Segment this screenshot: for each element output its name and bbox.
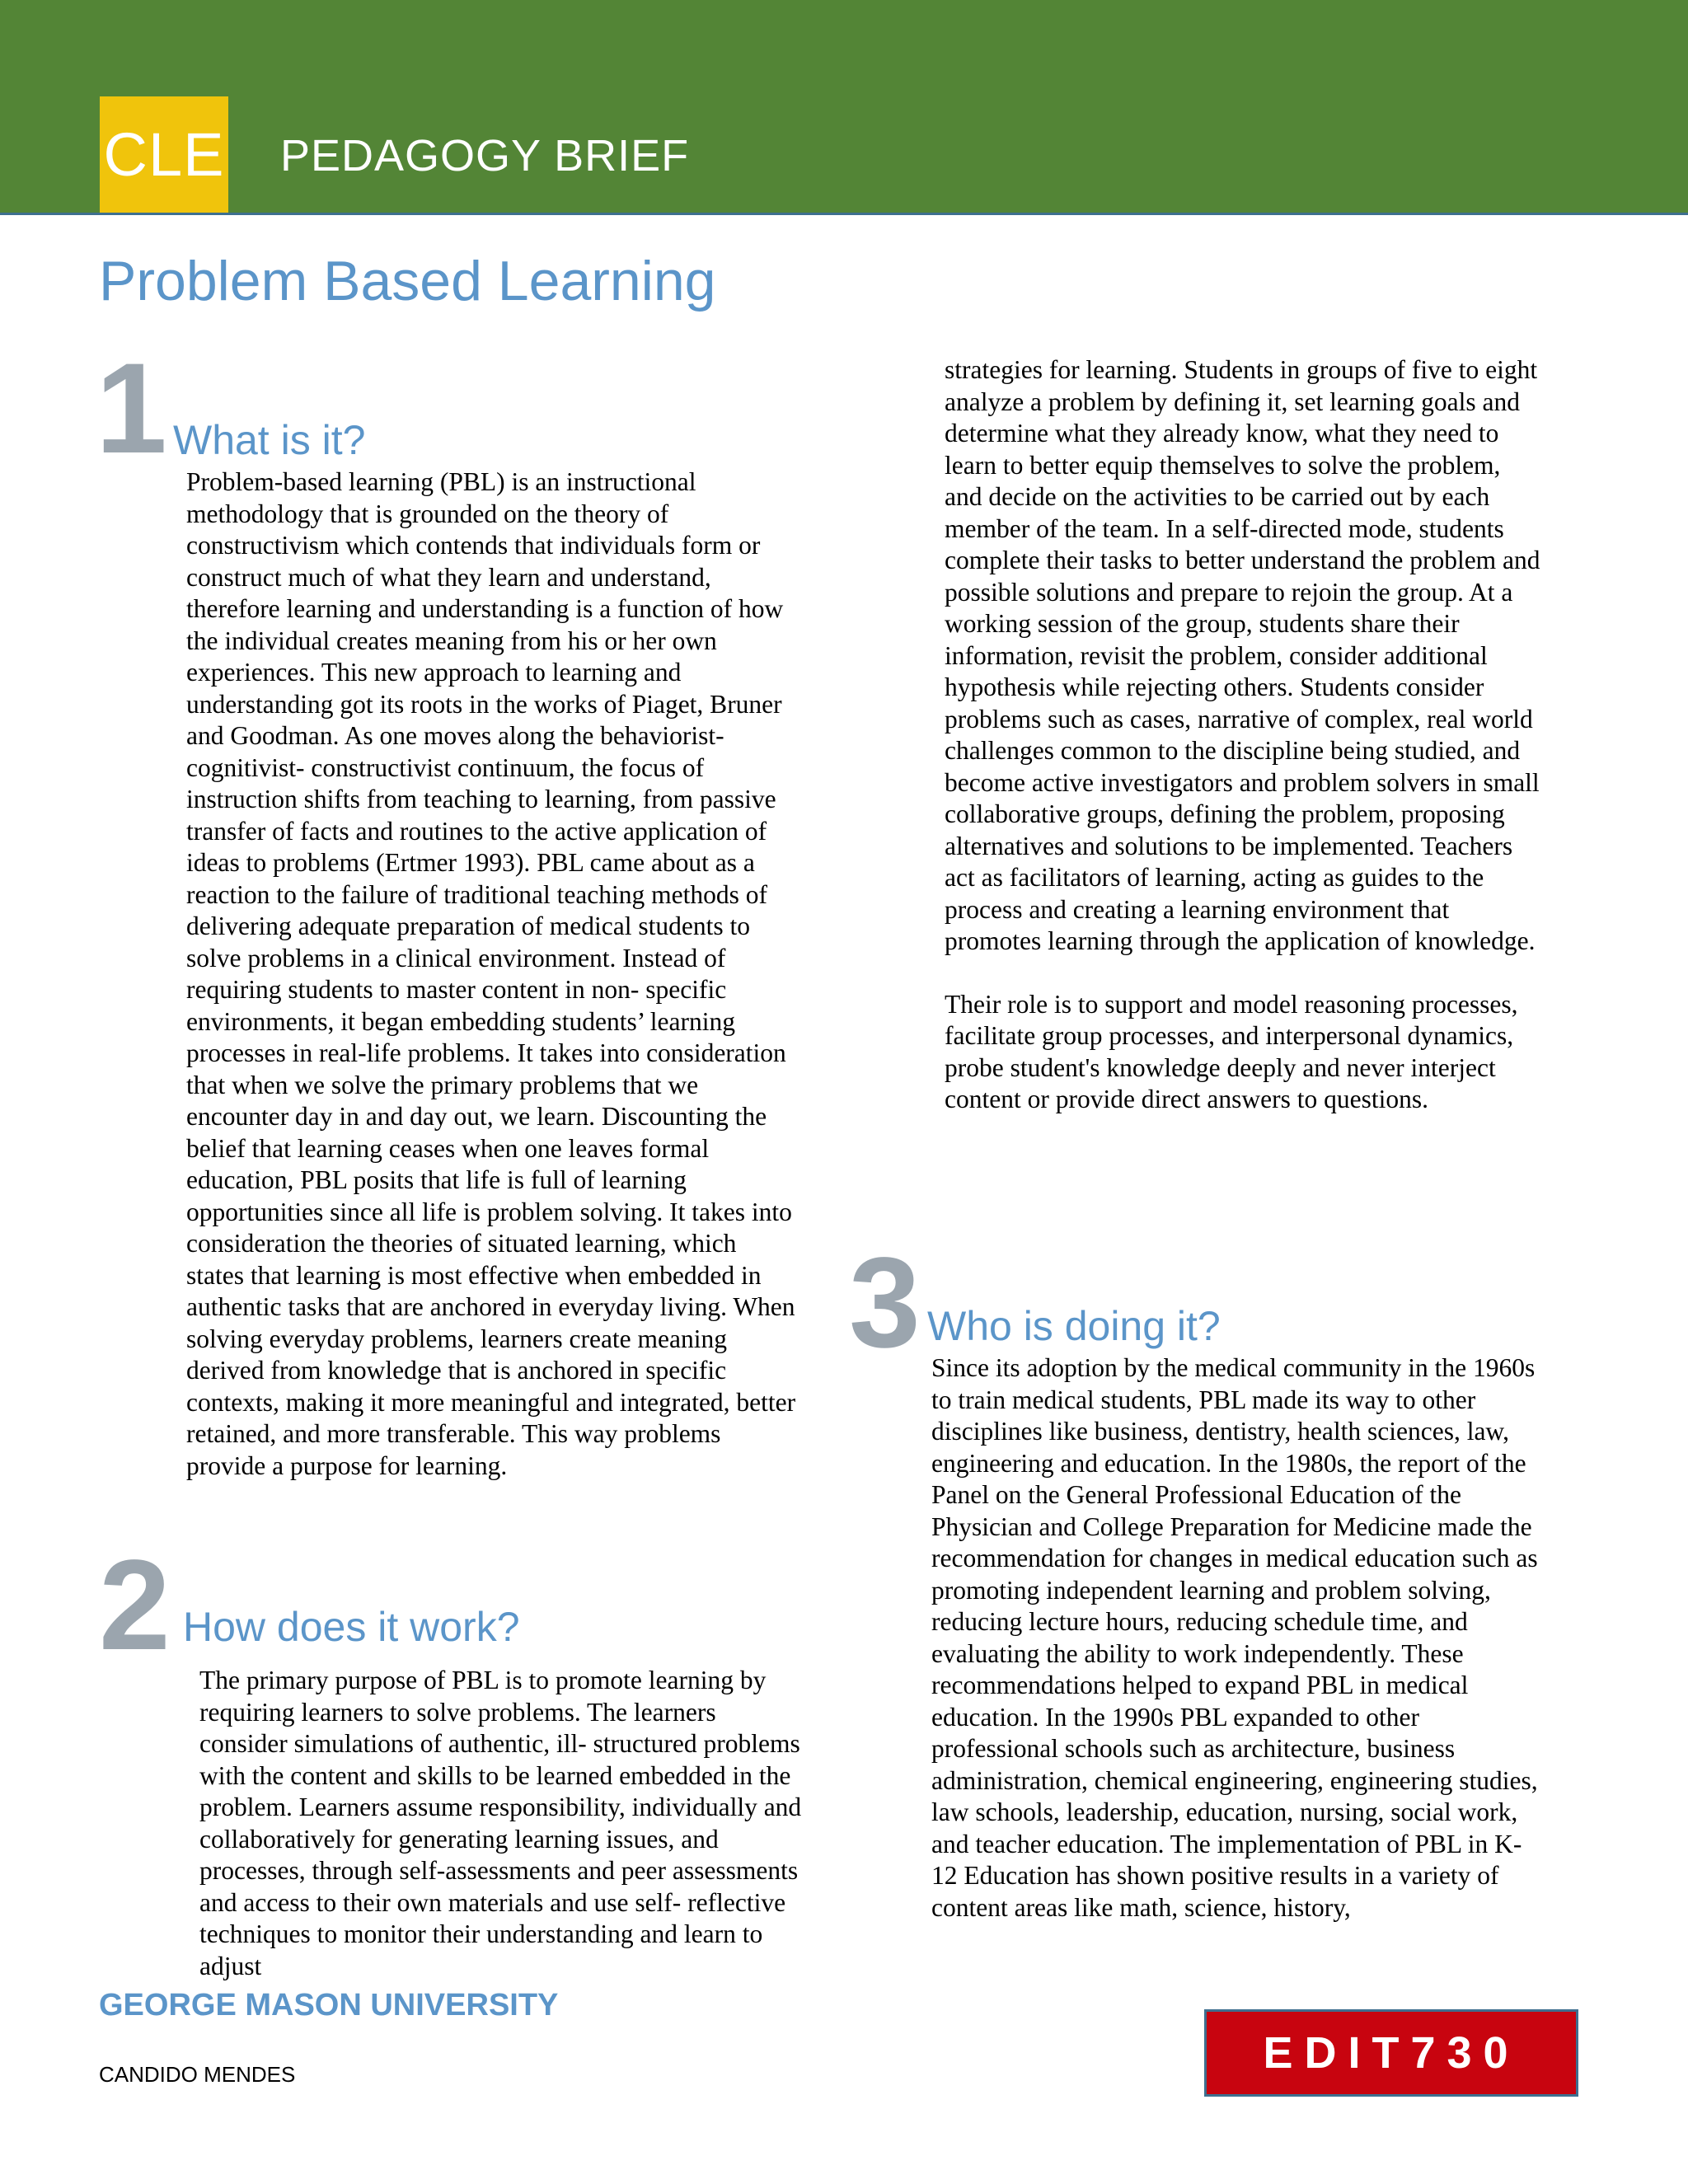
section-2-number: 2 bbox=[99, 1534, 171, 1677]
section-3-number: 3 bbox=[849, 1231, 921, 1375]
section-1-number: 1 bbox=[96, 337, 167, 480]
section-3-body bbox=[931, 1352, 1545, 1924]
cle-logo: CLE bbox=[100, 96, 228, 213]
pedagogy-brief-label: PEDAGOGY BRIEF bbox=[280, 131, 690, 180]
section-3-paragraph: Since its adoption by the medical community in the 1960s to train medical students, PBL made its way to other disciplines like business, dentistry, health sciences, law, engineering and education. In the 1980s, the report of the Panel on the General Professional Education of the Physician and College Preparation for Medicine made the recommendation for changes in medical education such as promoting independent learning and problem solving, reducing lecture hours, reducing schedule time, and evaluating the ability to work independently. These recommendations helped to expand PBL in medical education. In the 1990s PBL expanded to other professional schools such as architecture, business administration, chemical engineering, engineering studies, law schools, leadership, education, nursing, social work, and teacher education. The implementation of PBL in K-12 Education has shown positive results in a variety of content areas like math, science, history, bbox=[931, 1353, 1538, 1922]
page-title: Problem Based Learning bbox=[99, 250, 716, 312]
section-1-paragraph: Problem-based learning (PBL) is an instructional methodology that is grounded on the theory of constructivism which contends that individuals form or construct much of what they learn and understand, therefore learning and understanding is a function of how the individual creates meaning from his or her own experiences. This new approach to learning and understanding got its roots in the works of Piaget, Bruner and Goodman. As one moves along the behaviorist-cognitivist- constructivist continuum, the focus of instruction shifts from teaching to learning, from passive transfer of facts and routines to the active application of ideas to problems (Ertmer 1993). PBL came about as a reaction to the failure of traditional teaching methods of delivering adequate preparation of medical students to solve problems in a clinical environment. Instead of requiring students to master content in non- specific environments, it began embedding students’ learning processes in real-life problems. It takes into consideration that when we solve the primary problems that we encounter day in and day out, we learn. Discounting the belief that learning ceases when one leaves formal education, PBL posits that life is full of learning opportunities since all life is problem solving. It takes into consideration the theories of situated learning, which states that learning is most effective when embedded in authentic tasks that are anchored in everyday living. When solving everyday problems, learners create meaning derived from knowledge that is anchored in specific contexts, making it more meaningful and integrated, better retained, and more transferable. This way problems provide a purpose for learning. bbox=[186, 467, 796, 1480]
section-2-heading: How does it work? bbox=[183, 1604, 520, 1650]
section-2-continued bbox=[945, 354, 1543, 1116]
section-3-heading: Who is doing it? bbox=[927, 1303, 1221, 1349]
section-1-heading: What is it? bbox=[173, 417, 366, 463]
university-name: GEORGE MASON UNIVERSITY bbox=[99, 1988, 559, 2022]
author-name: CANDIDO MENDES bbox=[99, 2062, 296, 2087]
section-2-continued-paragraph-2: Their role is to support and model reasoning processes, facilitate group processes, and interpersonal dynamics, probe student's knowledge deeply and never interject content or provide direct answers to questions. bbox=[945, 989, 1518, 1113]
header-banner bbox=[0, 0, 1688, 215]
section-2-continued-paragraph-1: strategies for learning. Students in groups of five to eight analyze a problem by defining it, set learning goals and determine what they already know, what they need to learn to better equip themselves to solve the problem, and decide on the activities to be carried out by each member of the team. In a self-directed mode, students complete their tasks to better understand the problem and possible solutions and prepare to rejoin the group. At a working session of the group, students share their information, revisit the problem, consider additional hypothesis while rejecting others. Students consider problems such as cases, narrative of complex, real world challenges common to the discipline being studied, and become active investigators and problem solvers in small collaborative groups, defining the problem, proposing alternatives and solutions to be implemented. Teachers act as facilitators of learning, acting as guides to the process and creating a learning environment that promotes learning through the application of knowledge. bbox=[945, 355, 1540, 955]
section-1-body bbox=[186, 466, 800, 1482]
section-2-body bbox=[199, 1665, 805, 1982]
section-2-paragraph: The primary purpose of PBL is to promote learning by requiring learners to solve problems. The learners consider simulations of authentic, ill- structured problems with the content and skills to be learned embedded in the problem. Learners assume responsibility, individually and collaboratively for generating learning issues, and processes, through self-assessments and peer assessments and access to their own materials and use self- reflective techniques to monitor their understanding and learn to adjust bbox=[199, 1666, 802, 1980]
course-badge: EDIT730 bbox=[1204, 2009, 1578, 2097]
